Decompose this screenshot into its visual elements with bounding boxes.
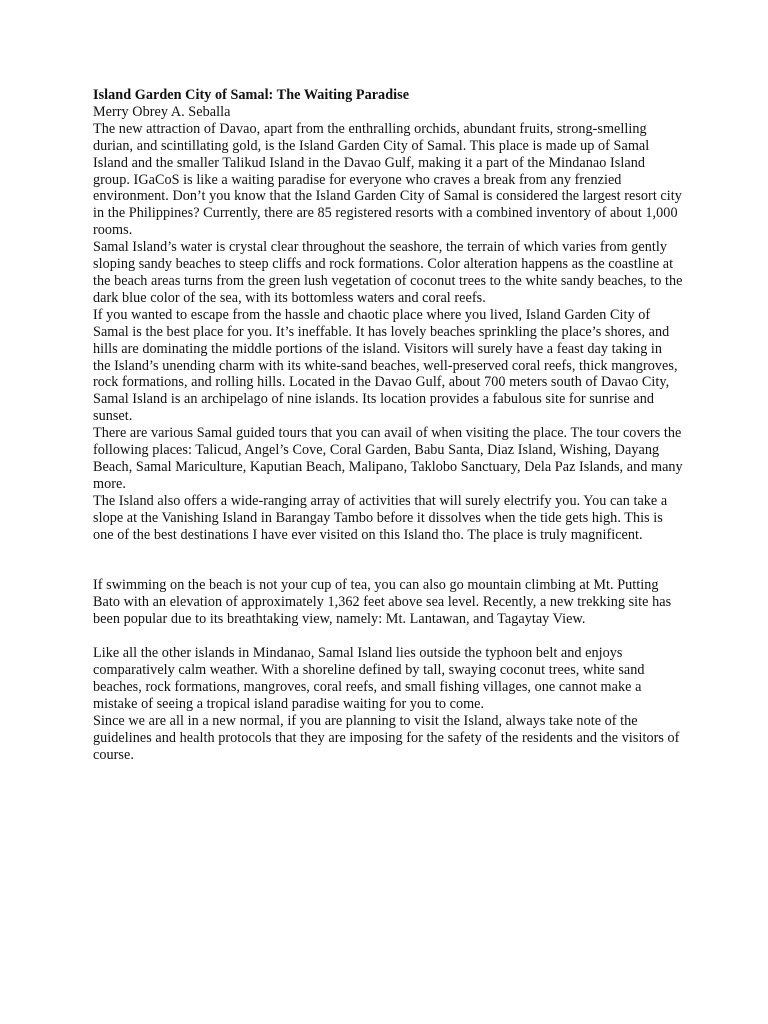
document-title: Island Garden City of Samal: The Waiting Paradise (93, 87, 410, 103)
paragraph: Since we are all in a new normal, if you are planning to visit the Island, always take note of the guidelines and health protocols that they are imposing for the safety of the residents and the visitors of course. (93, 712, 680, 763)
blank-lines (93, 543, 683, 577)
author-name: Merry Obrey A. Seballa (93, 103, 231, 120)
document-page (93, 87, 683, 764)
paragraph: If you wanted to escape from the hassle and chaotic place where you lived, Island Garden City of Samal is the best place for you. It’s ineffable. It has lovely beaches sprinkling the place’s shores, and hills are dominating the middle portions of the island. Visitors will surely have a feast day taking in the Island’s unending charm with its white-sand beaches, well-preserved coral reefs, thick mangroves, rock formations, and rolling hills. Located in the Davao Gulf, about 700 meters south of Davao City, Samal Island is an archipelago of nine islands. Its location provides a fabulous site for sunrise and sunset. (93, 306, 678, 425)
paragraph: The new attraction of Davao, apart from the enthralling orchids, abundant fruits, strong-smelling durian, and scintillating gold, is the Island Garden City of Samal. This place is made up of Samal Island and the smaller Talikud Island in the Davao Gulf, making it a part of the Mindanao Island group. IGaCoS is like a waiting paradise for everyone who craves a break from any frenzied environment. Don’t you know that the Island Garden City of Samal is considered the largest resort city in the Philippines? Currently, there are 85 registered resorts with a combined inventory of about 1,000 rooms. (93, 120, 682, 239)
paragraph: If swimming on the beach is not your cup of tea, you can also go mountain climbing at Mt. Putting Bato with an elevation of approximately 1,362 feet above sea level. Recently, a new trekking site has been popular due to its breathtaking view, namely: Mt. Lantawan, and Tagaytay View. (93, 577, 672, 628)
paragraph: Like all the other islands in Mindanao, Samal Island lies outside the typhoon belt and enjoys comparatively calm weather. With a shoreline defined by tall, swaying coconut trees, white sand beaches, rock formations, mangroves, coral reefs, and small fishing villages, one cannot make a mistake of seeing a tropical island paradise waiting for you to come. (93, 645, 645, 712)
paragraph: Samal Island’s water is crystal clear throughout the seashore, the terrain of which varies from gently sloping sandy beaches to steep cliffs and rock formations. Color alteration happens as the coastline at the beach areas turns from the green lush vegetation of coconut trees to the white sandy beaches, to the dark blue color of the sea, with its bottomless waters and coral reefs. (93, 239, 683, 306)
paragraph: There are various Samal guided tours that you can avail of when visiting the place. The tour covers the following places: Talicud, Angel’s Cove, Coral Garden, Babu Santa, Diaz Island, Wishing, Dayang Beach, Samal Mariculture, Kaputian Beach, Malipano, Taklobo Sanctuary, Dela Paz Islands, and many more. (93, 425, 683, 492)
blank-line (93, 628, 683, 645)
paragraph: The Island also offers a wide-ranging array of activities that will surely electrify you. You can take a slope at the Vanishing Island in Barangay Tambo before it dissolves when the tide gets high. This is one of the best destinations I have ever visited on this Island tho. The place is truly magnificent. (93, 492, 668, 543)
